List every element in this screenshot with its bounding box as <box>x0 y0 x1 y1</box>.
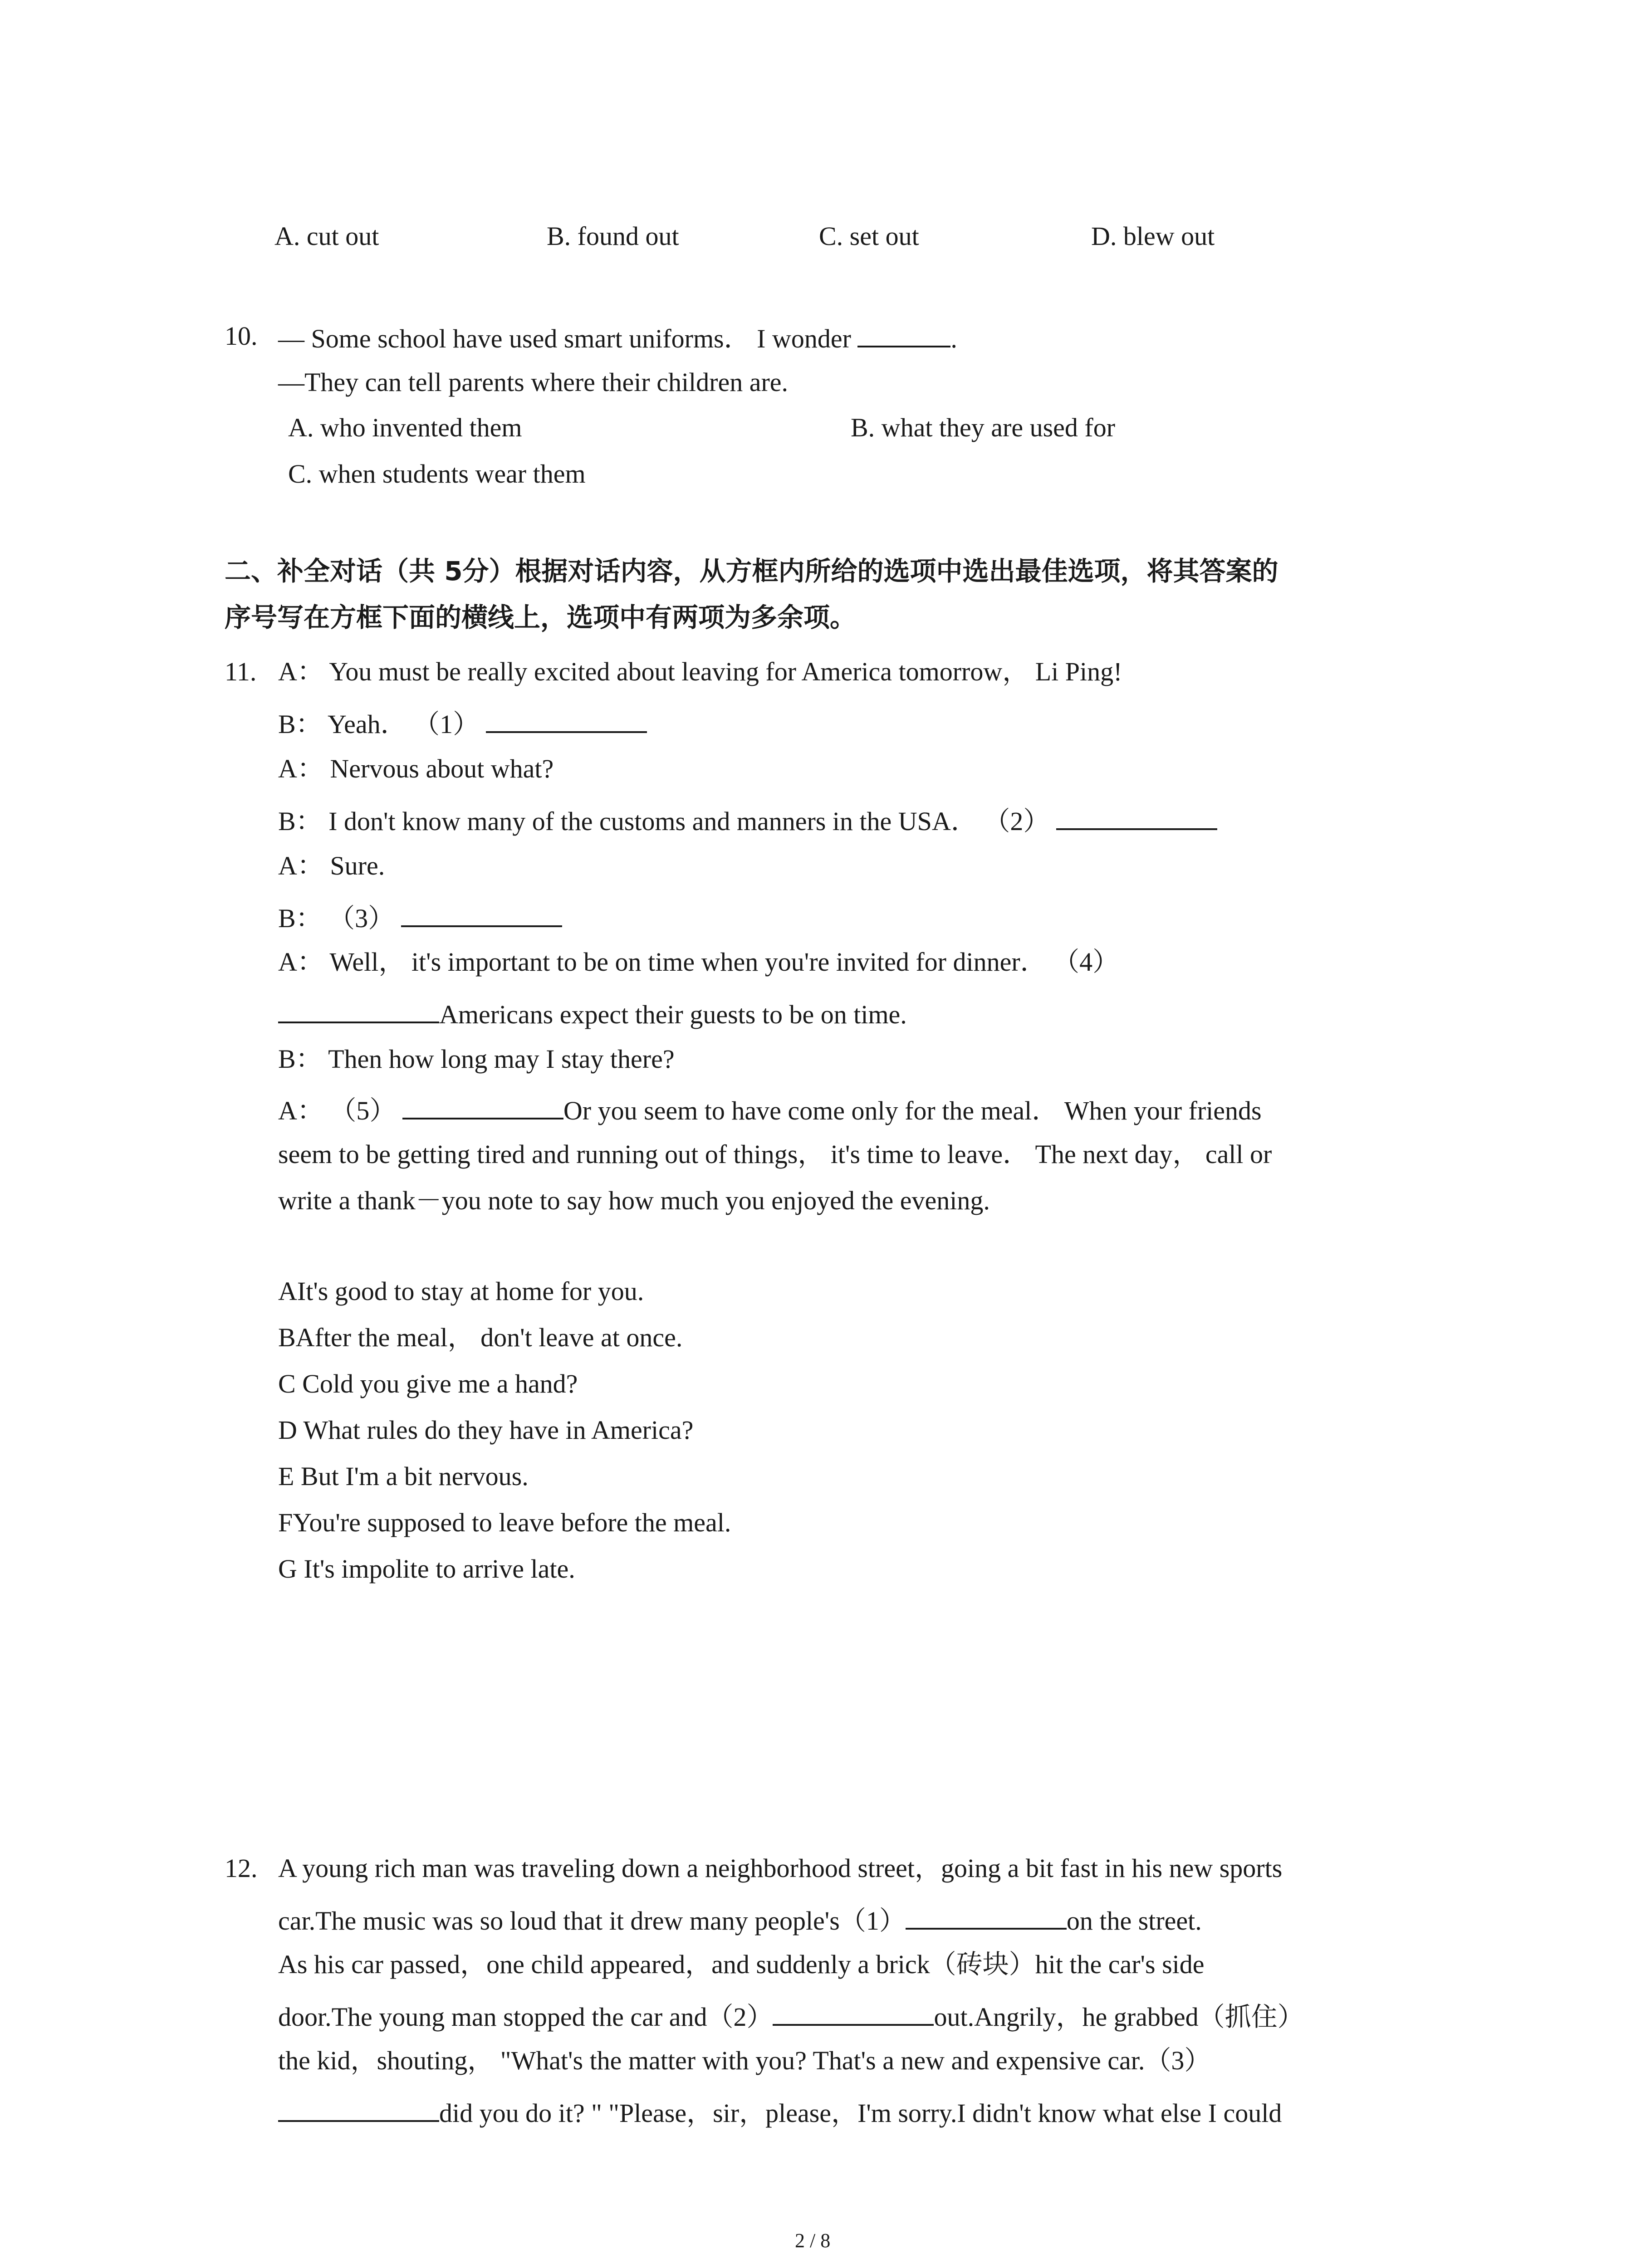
q12-blank-2[interactable] <box>773 2001 934 2026</box>
q11-line-2-text: B： Yeah． （1） <box>278 709 480 739</box>
q10-reply: —They can tell parents where their children are. <box>278 367 789 397</box>
q11-line-9: B： Then how long may I stay there? <box>278 1044 675 1074</box>
q10-option-c: C. when students wear them <box>288 459 586 489</box>
q11-blank-2[interactable] <box>1056 806 1217 830</box>
q12-line-2-end: on the street. <box>1066 1906 1202 1936</box>
q11-line-2 <box>278 709 647 738</box>
q11-line-10 <box>278 1095 1262 1124</box>
q9-option-b: B. found out <box>547 221 679 251</box>
q11-choice-a: AIt's good to stay at home for you. <box>278 1276 644 1306</box>
q11-line-3: A： Nervous about what? <box>278 754 554 783</box>
q11-line-11: seem to be getting tired and running out of things， it's time to leave． The next day， call or <box>278 1139 1272 1169</box>
q11-line-1: A： You must be really excited about leaving for America tomorrow， Li Ping! <box>278 657 1122 686</box>
q12-line-3: As his car passed，one child appeared，and suddenly a brick（砖块）hit the car's side <box>278 1950 1205 1979</box>
q11-blank-5[interactable] <box>402 1095 563 1119</box>
q11-line-10-cont: Or you seem to have come only for the meal． When your friends <box>563 1096 1262 1125</box>
q11-choice-b: BAfter the meal， don't leave at once. <box>278 1323 683 1352</box>
q10-option-b: B. what they are used for <box>851 413 1116 442</box>
q11-line-4-text: B： I don't know many of the customs and manners in the USA． （2） <box>278 807 1050 836</box>
q11-number: 11. <box>225 657 257 686</box>
section2-heading-line2: 序号写在方框下面的横线上，选项中有两项为多余项。 <box>225 602 857 633</box>
q9-option-c: C. set out <box>819 221 919 251</box>
q12-number: 12. <box>225 1853 258 1883</box>
q12-line-6 <box>278 2097 1282 2126</box>
q11-line-4 <box>278 806 1217 835</box>
q11-line-12: write a thank－you note to say how much you enjoyed the evening. <box>278 1186 990 1215</box>
q11-line-8-text: Americans expect their guests to be on time. <box>439 1000 907 1029</box>
q11-blank-1[interactable] <box>486 709 647 733</box>
q12-line-2 <box>278 1905 1202 1934</box>
q12-line-4-text: door.The young man stopped the car and（2） <box>278 2002 773 2032</box>
q11-line-7: A： Well， it's important to be on time when you're invited for dinner． （4） <box>278 947 1119 977</box>
q10-answer-blank[interactable] <box>857 323 950 347</box>
q12-blank-3[interactable] <box>278 2097 439 2122</box>
q12-line-2-text: car.The music was so loud that it drew many people's（1） <box>278 1906 906 1936</box>
q10-stem-end: . <box>950 324 957 353</box>
q12-line-5: the kid，shouting， "What's the matter with you? That's a new and expensive car.（3） <box>278 2046 1211 2075</box>
q11-choice-d: D What rules do they have in America? <box>278 1415 694 1445</box>
q11-line-5: A： Sure. <box>278 851 385 880</box>
q10-option-a: A. who invented them <box>288 413 522 442</box>
q11-choice-e: E But I'm a bit nervous. <box>278 1461 529 1491</box>
q11-line-8 <box>278 999 907 1028</box>
q11-choice-g: G It's impolite to arrive late. <box>278 1554 575 1584</box>
q11-choice-c: C Cold you give me a hand? <box>278 1369 578 1398</box>
q11-choice-f: FYou're supposed to leave before the meal. <box>278 1508 731 1537</box>
q10-number: 10. <box>225 321 258 351</box>
q12-line-6-text: did you do it? " "Please，sir，please，I'm sorry.I didn't know what else I could <box>439 2098 1282 2128</box>
q12-line-4-end: out.Angrily，he grabbed（抓住） <box>934 2002 1304 2032</box>
q11-line-6-text: B： （3） <box>278 904 395 933</box>
q10-stem-text: — Some school have used smart uniforms． I wonder <box>278 324 851 353</box>
q11-line-6 <box>278 903 562 932</box>
q9-option-a: A. cut out <box>274 221 379 251</box>
q11-blank-4[interactable] <box>278 999 439 1023</box>
q12-line-1: A young rich man was traveling down a neighborhood street，going a bit fast in his new sports <box>278 1853 1283 1883</box>
section2-heading-line1: 二、补全对话（共 5分）根据对话内容，从方框内所给的选项中选出最佳选项，将其答案的 <box>225 556 1279 587</box>
q11-line-10-text: A： （5） <box>278 1096 396 1125</box>
q12-line-4 <box>278 2001 1304 2030</box>
q10-stem <box>278 323 957 352</box>
q12-blank-1[interactable] <box>906 1905 1067 1930</box>
page-number: 2 / 8 <box>795 2229 831 2252</box>
q9-option-d: D. blew out <box>1091 221 1215 251</box>
q11-blank-3[interactable] <box>401 903 562 927</box>
